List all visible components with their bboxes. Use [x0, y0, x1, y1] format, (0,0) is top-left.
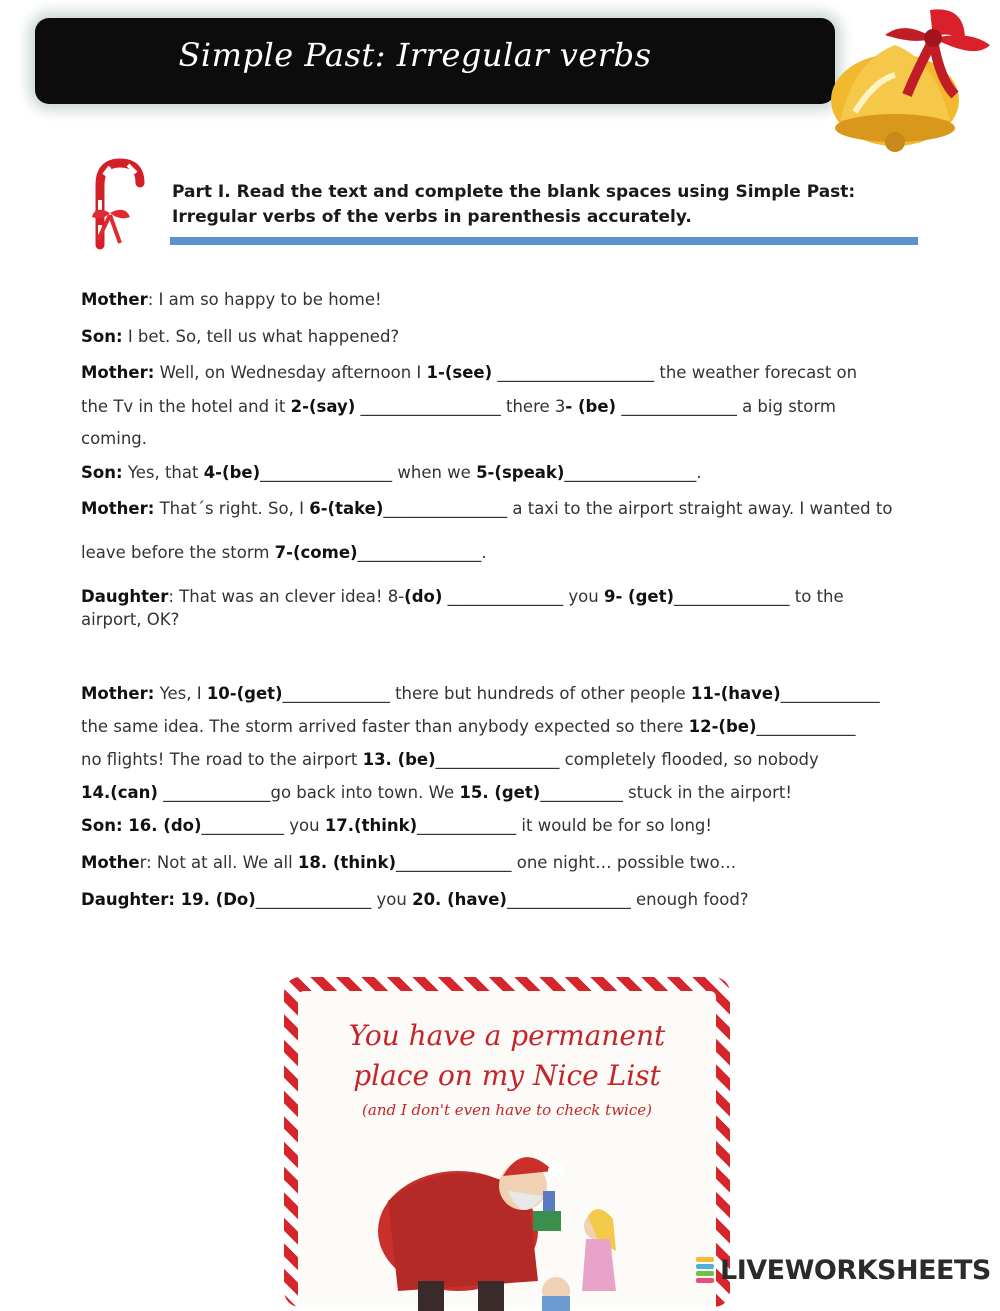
- brand-name: LIVEWORKSHEETS: [720, 1254, 991, 1286]
- dialogue-bold-text: Son: 16. (do): [81, 816, 202, 835]
- dialogue-text-segment: ______________ one night… possible two…: [396, 853, 737, 872]
- page-title: Simple Past: Irregular verbs: [178, 36, 652, 74]
- dialogue-line: [81, 890, 749, 909]
- dialogue-line: [81, 429, 147, 448]
- instructions: Part I. Read the text and complete the blank spaces using Simple Past: Irregular verbs of the verbs in parenthesis accurately.: [172, 182, 856, 227]
- dialogue-text-segment: : That was an clever idea! 8-: [168, 587, 405, 606]
- dialogue-bold-text: 17.(think): [324, 816, 418, 835]
- dialogue-bold-text: Son:: [81, 463, 123, 482]
- title-banner: [35, 18, 835, 104]
- dialogue-bold-text: 13. (be): [362, 750, 436, 769]
- dialogue-bold-text: 15. (get): [459, 783, 541, 802]
- dialogue-text-segment: _________________ there 3: [355, 397, 566, 416]
- dialogue-bold-text: Mother: [81, 290, 148, 309]
- dialogue-line: [81, 543, 487, 562]
- dialogue-bold-text: 10-(get): [206, 684, 283, 703]
- dialogue-bold-text: Mother:: [81, 684, 155, 703]
- dialogue-text-segment: Well, on Wednesday afternoon I: [154, 363, 427, 382]
- dialogue-text-segment: : I am so happy to be home!: [147, 290, 382, 309]
- dialogue-line: [81, 499, 892, 518]
- dialogue-text-segment: _______________ completely flooded, so nobody: [435, 750, 819, 769]
- dialogue-line: [81, 290, 382, 309]
- dialogue-text-segment: no flights! The road to the airport: [81, 750, 363, 769]
- dialogue-text-segment: coming.: [81, 429, 147, 448]
- dialogue-line: [81, 750, 819, 769]
- dialogue-bold-text: 9- (get): [603, 587, 675, 606]
- dialogue-text-segment: Yes, that: [122, 463, 204, 482]
- dialogue-line: [81, 816, 712, 835]
- dialogue-text-segment: the Tv in the hotel and it: [81, 397, 291, 416]
- dialogue-bold-text: 20. (have): [412, 890, 507, 909]
- dialogue-text-segment: ________________.: [564, 463, 702, 482]
- dialogue-line: [81, 363, 857, 382]
- dialogue-line: [81, 783, 792, 802]
- dialogue-line: [81, 853, 736, 872]
- nice-list-card: [284, 977, 730, 1307]
- dialogue-text-segment: ____________ it would be for so long!: [417, 816, 713, 835]
- dialogue-text-segment: ______________ a big storm: [616, 397, 836, 416]
- dialogue-text-segment: I bet. So, tell us what happened?: [122, 327, 400, 346]
- dialogue-bold-text: Daughter: [81, 587, 169, 606]
- dialogue-bold-text: Mothe: [81, 853, 140, 872]
- dialogue-text-segment: _____________go back into town. We: [157, 783, 460, 802]
- dialogue-bold-text: Mother:: [81, 499, 155, 518]
- card-line-2: place on my Nice List: [353, 1059, 661, 1092]
- dialogue-text-segment: __________ stuck in the airport!: [540, 783, 792, 802]
- candy-cane-icon: [80, 155, 160, 250]
- dialogue-line: [81, 327, 399, 346]
- dialogue-bold-text: 11-(have): [690, 684, 781, 703]
- dialogue-text-segment: ______________ you: [442, 587, 604, 606]
- dialogue-bold-text: (do): [404, 587, 443, 606]
- dialogue-text-segment: airport, OK?: [81, 610, 180, 629]
- dialogue-bold-text: - (be): [565, 397, 617, 416]
- dialogue-text-segment: ____________: [756, 717, 856, 736]
- santa-illustration: [298, 1131, 716, 1311]
- card-line-1: You have a permanent: [348, 1019, 666, 1052]
- dialogue-line: [81, 610, 179, 629]
- card-line-3: (and I don't even have to check twice): [362, 1101, 652, 1119]
- dialogue-line: [81, 587, 844, 606]
- dialogue-line: [81, 717, 856, 736]
- dialogue-bold-text: Son:: [81, 327, 123, 346]
- section-divider: [170, 237, 918, 245]
- dialogue-text-segment: leave before the storm: [81, 543, 275, 562]
- dialogue-line: [81, 463, 702, 482]
- dialogue-bold-text: 4-(be): [203, 463, 261, 482]
- dialogue-text-segment: __________ you: [201, 816, 325, 835]
- dialogue-bold-text: Mother:: [81, 363, 155, 382]
- dialogue-text-segment: the same idea. The storm arrived faster than anybody expected so there: [81, 717, 689, 736]
- dialogue-bold-text: 12-(be): [688, 717, 757, 736]
- dialogue-line: [81, 397, 836, 416]
- dialogue-bold-text: 5-(speak): [476, 463, 565, 482]
- dialogue-bold-text: 14.(can): [81, 783, 158, 802]
- dialogue-bold-text: 7-(come): [274, 543, 358, 562]
- dialogue-text-segment: ___________________ the weather forecast on: [492, 363, 858, 382]
- dialogue-bold-text: 1-(see): [426, 363, 493, 382]
- dialogue-bold-text: 2-(say): [290, 397, 356, 416]
- dialogue-text-segment: r: Not at all. We all: [139, 853, 298, 872]
- dialogue-text-segment: _______________ enough food?: [506, 890, 749, 909]
- dialogue-text-segment: _______________ a taxi to the airport straight away. I wanted to: [383, 499, 893, 518]
- christmas-bell-icon: [815, 0, 1000, 170]
- dialogue-bold-text: Daughter: 19. (Do): [81, 890, 256, 909]
- dialogue-text-segment: ______________ you: [255, 890, 413, 909]
- dialogue-bold-text: 6-(take): [309, 499, 384, 518]
- dialogue-line: [81, 684, 880, 703]
- dialogue-text-segment: That´s right. So, I: [154, 499, 310, 518]
- dialogue-text-segment: ____________: [780, 684, 880, 703]
- brand-icon: [696, 1256, 714, 1284]
- dialogue-bold-text: 18. (think): [297, 853, 396, 872]
- dialogue-text-segment: _______________.: [357, 543, 487, 562]
- dialogue-text-segment: ______________ to the: [674, 587, 844, 606]
- liveworksheets-logo: [696, 1254, 991, 1286]
- dialogue-text-segment: Yes, I: [154, 684, 207, 703]
- dialogue-text-segment: _____________ there but hundreds of other people: [282, 684, 691, 703]
- dialogue-text-segment: ________________ when we: [260, 463, 477, 482]
